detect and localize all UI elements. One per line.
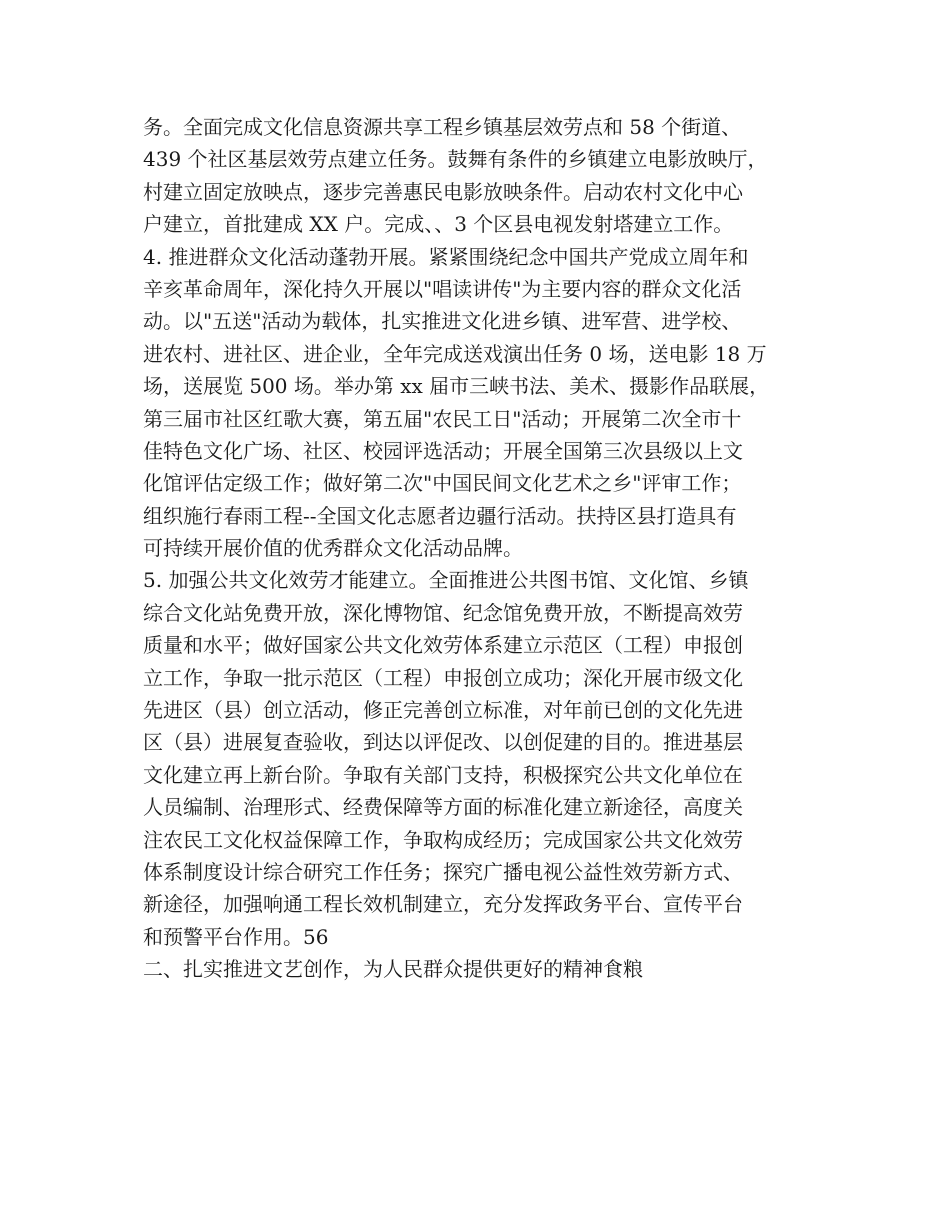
section-two-heading: 二、扎实推进文艺创作，为人民群众提供更好的精神食粮 (143, 957, 643, 982)
text-line: 户建立，首批建成 XX 户。完成、、3 个区县电视发射塔建立工作。 (143, 212, 734, 237)
text-line: 场，送展览 500 场。举办第 xx 届市三峡书法、美术、摄影作品联展， (143, 374, 770, 399)
text-line: 化馆评估定级工作；做好第二次"中国民间文化艺术之乡"评审工作； (143, 471, 742, 496)
text-line: 村建立固定放映点，逐步完善惠民电影放映条件。启动农村文化中心 (143, 179, 743, 204)
text-line: 质量和水平；做好国家公共文化效劳体系建立示范区（工程）申报创 (143, 633, 743, 658)
text-line: 第三届市社区红歌大赛，第五届"农民工日"活动；开展第二次全市十 (143, 406, 742, 431)
section-5-heading-line: 5. 加强公共文化效劳才能建立。全面推进公共图书馆、文化馆、乡镇 (143, 568, 749, 593)
text-line: 动。以"五送"活动为载体，扎实推进文化进乡镇、进军营、进学校、 (143, 309, 742, 334)
text-line: 综合文化站免费开放，深化博物馆、纪念馆免费开放，不断提高效劳 (143, 600, 743, 625)
text-line: 439 个社区基层效劳点建立任务。鼓舞有条件的乡镇建立电影放映厅， (143, 147, 768, 172)
text-line: 人员编制、治理形式、经费保障等方面的标准化建立新途径，高度关 (143, 795, 743, 820)
text-line: 进农村、进社区、进企业，全年完成送戏演出任务 0 场，送电影 18 万 (143, 341, 767, 366)
text-line: 注农民工文化权益保障工作，争取构成经历；完成国家公共文化效劳 (143, 827, 743, 852)
text-line: 组织施行春雨工程--全国文化志愿者边疆行活动。扶持区县打造具有 (143, 503, 737, 528)
text-line: 新途径，加强响通工程长效机制建立，充分发挥政务平台、宣传平台 (143, 892, 743, 917)
text-line: 体系制度设计综合研究工作任务；探究广播电视公益性效劳新方式、 (143, 859, 743, 884)
text-line: 可持续开展价值的优秀群众文化活动品牌。 (143, 536, 523, 561)
text-line: 辛亥革命周年，深化持久开展以"唱读讲传"为主要内容的群众文化活 (143, 276, 742, 301)
text-line: 区（县）进展复查验收，到达以评促改、以创促建的目的。推进基层 (143, 730, 743, 755)
text-line: 务。全面完成文化信息资源共享工程乡镇基层效劳点和 58 个街道、 (143, 115, 742, 139)
text-line: 佳特色文化广场、社区、校园评选活动；开展全国第三次县级以上文 (143, 438, 743, 463)
text-line: 和预警平台作用。56 (143, 924, 329, 949)
section-4-heading-line: 4. 推进群众文化活动蓬勃开展。紧紧围绕纪念中国共产党成立周年和 (143, 244, 749, 269)
body-text (143, 111, 843, 986)
text-line: 先进区（县）创立活动，修正完善创立标准，对年前已创的文化先进 (143, 698, 743, 723)
text-line: 立工作，争取一批示范区（工程）申报创立成功；深化开展市级文化 (143, 665, 743, 690)
text-line: 文化建立再上新台阶。争取有关部门支持，积极探究公共文化单位在 (143, 762, 743, 787)
